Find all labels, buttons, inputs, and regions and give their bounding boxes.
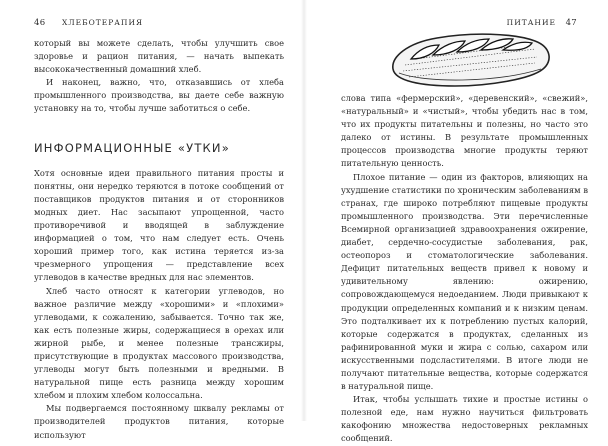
paragraph: Хлеб часто относят к категории углеводов, но важное различие между «хорошими» и «плохими» углеводами, к сожалению, забывается. Точно так же, как есть полезные жиры, содержащиеся в орехах или жирной рыбе, и менее полезные трансжиры, присутствующие в продуктах массового производства, углеводы могут быть полезными и вредными. В натуральной пище есть разница между хорошим хлебом и плохим хлебом колоссальна. [34, 285, 284, 401]
section-heading: ИНФОРМАЦИОННЫЕ «УТКИ» [34, 140, 230, 155]
right-page-body [341, 92, 588, 446]
paragraph: Плохое питание — один из факторов, влияющих на ухудшение статистики по хроническим заболеваниям в странах, где широко потребляют пищевые продукты промышленного производства. Эти перечисленные Всемирной организацией здравоохранения ожирение, диабет, сердечно-сосудистые заболевания, рак, остеопороз и стоматологические заболевания. Дефицит питательных веществ привел к новому и удивительному явлению: ожирению, сопровождающемуся недоеданием. Люди привыкают к продукции определенных компаний и к низким ценам. Это подталкивает их к потреблению пустых калорий, которые содержатся в продуктах, сделанных из рафинированной муки и жира с солью, сахаром или искусственными подсластителями. В итоге люди не получают питательные вещества, которые содержатся в натуральной пище. [341, 171, 588, 392]
paragraph: который вы можете сделать, чтобы улучшить свое здоровье и рацион питания, — начать выпекать высококачественный домашний хлеб. [34, 38, 284, 75]
running-head: ХЛЕБОТЕРАПИЯ [62, 18, 144, 27]
paragraph: слова типа «фермерский», «деревенский», «свежий», «натуральный» и «чистый», чтобы убедить нас в том, что их продукты питательны и полезны, но часто это далеко от истины. В результате промышленных процессов производства многие продукты теряют питательную ценность. [341, 93, 588, 169]
page-number: 46 [34, 18, 46, 28]
paragraph: И наконец, важно, что, отказавшись от хлеба промышленного производства, вы даете себе важную установку на то, чтобы лучше заботиться о себе. [34, 77, 284, 114]
paragraph: Итак, чтобы услышать тихие и простые истины о полезной еде, нам нужно научиться фильтровать какофонию множества недостоверных рекламных сообщений. [341, 394, 588, 444]
right-page [304, 0, 608, 444]
paragraph: Мы подвергаемся постоянному шквалу рекламы от производителей продуктов питания, которые используют [34, 403, 284, 440]
paragraph: Хотя основные идеи правильного питания просты и понятны, они нередко теряются в потоке сообщений от поставщиков продуктов питания и от сторонников модных диет. Нас засыпают упрощенной, часто противоречивой и вводящей в заблуждение информацией о том, что нам следует есть. Очень хороший пример того, как истина теряется из-за чрезмерного упрощения — представление всех углеводов в качестве вредных для нас элементов. [34, 167, 284, 283]
page-number: 47 [565, 18, 577, 28]
bread-loaf-icon [385, 29, 555, 91]
left-page-body [34, 37, 284, 442]
left-page [0, 0, 304, 440]
running-head: ПИТАНИЕ [506, 18, 556, 27]
